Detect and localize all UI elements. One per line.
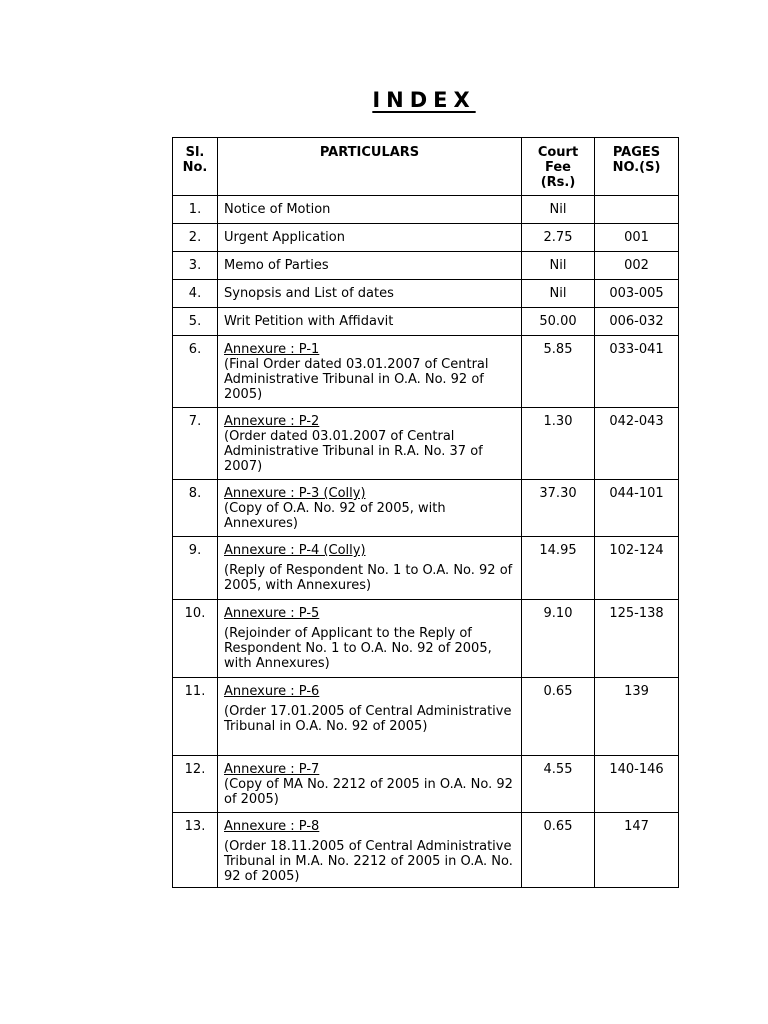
- serial-number: 11.: [173, 678, 218, 756]
- court-fee: Nil: [522, 196, 595, 224]
- table-row: [173, 252, 679, 280]
- annexure-description: (Order 18.11.2005 of Central Administrative Tribunal in M.A. No. 2212 of 2005 in O.A. No. 92 of 2005): [224, 839, 513, 884]
- table-row: [173, 224, 679, 252]
- annexure-title: Annexure : P-4 (Colly): [224, 543, 366, 558]
- particulars-cell: [218, 196, 522, 224]
- particulars-cell: [218, 224, 522, 252]
- page-numbers: 139: [595, 678, 679, 756]
- serial-number: 2.: [173, 224, 218, 252]
- annexure-description: (Order 17.01.2005 of Central Administrative Tribunal in O.A. No. 92 of 2005): [224, 704, 512, 734]
- particulars-text: Notice of Motion: [224, 202, 331, 217]
- document-title: [0, 88, 768, 112]
- particulars-cell: [218, 813, 522, 888]
- annexure-title: Annexure : P-8: [224, 819, 320, 834]
- court-fee: 14.95: [522, 537, 595, 600]
- court-fee: 1.30: [522, 408, 595, 480]
- header-pages: PAGES NO.(S): [595, 138, 679, 196]
- particulars-cell: [218, 336, 522, 408]
- page-numbers: 006-032: [595, 308, 679, 336]
- table-row: [173, 678, 679, 756]
- serial-number: 4.: [173, 280, 218, 308]
- serial-number: 5.: [173, 308, 218, 336]
- court-fee: 0.65: [522, 678, 595, 756]
- page-numbers: [595, 196, 679, 224]
- particulars-cell: [218, 537, 522, 600]
- table-row: [173, 408, 679, 480]
- page-numbers: 001: [595, 224, 679, 252]
- court-fee: 4.55: [522, 756, 595, 813]
- particulars-cell: [218, 756, 522, 813]
- annexure-description: (Copy of O.A. No. 92 of 2005, with Annexures): [224, 501, 446, 531]
- serial-number: 10.: [173, 600, 218, 678]
- serial-number: 13.: [173, 813, 218, 888]
- header-court-fee: Court Fee (Rs.): [522, 138, 595, 196]
- title-text: INDEX: [372, 88, 476, 112]
- table-row: [173, 813, 679, 888]
- annexure-title: Annexure : P-2: [224, 414, 320, 429]
- particulars-text: Memo of Parties: [224, 258, 329, 273]
- annexure-description: (Copy of MA No. 2212 of 2005 in O.A. No. 92 of 2005): [224, 777, 513, 807]
- court-fee: 50.00: [522, 308, 595, 336]
- serial-number: 8.: [173, 480, 218, 537]
- page-numbers: 042-043: [595, 408, 679, 480]
- table-row: [173, 756, 679, 813]
- annexure-title: Annexure : P-5: [224, 606, 320, 621]
- page-numbers: 044-101: [595, 480, 679, 537]
- table-row: [173, 308, 679, 336]
- table-header-row: [173, 138, 679, 196]
- index-table: [172, 137, 679, 888]
- table-row: [173, 336, 679, 408]
- table-row: [173, 537, 679, 600]
- page-numbers: 102-124: [595, 537, 679, 600]
- serial-number: 6.: [173, 336, 218, 408]
- annexure-title: Annexure : P-6: [224, 684, 320, 699]
- annexure-title: Annexure : P-1: [224, 342, 320, 357]
- annexure-description: (Order dated 03.01.2007 of Central Administrative Tribunal in R.A. No. 37 of 2007): [224, 429, 483, 474]
- table-row: [173, 280, 679, 308]
- table-row: [173, 480, 679, 537]
- court-fee: Nil: [522, 280, 595, 308]
- particulars-text: Writ Petition with Affidavit: [224, 314, 394, 329]
- serial-number: 1.: [173, 196, 218, 224]
- court-fee: 0.65: [522, 813, 595, 888]
- particulars-cell: [218, 678, 522, 756]
- annexure-description: (Final Order dated 03.01.2007 of Central Administrative Tribunal in O.A. No. 92 of 2005): [224, 357, 489, 402]
- court-fee: Nil: [522, 252, 595, 280]
- page-numbers: 003-005: [595, 280, 679, 308]
- page-numbers: 125-138: [595, 600, 679, 678]
- header-sl: Sl. No.: [173, 138, 218, 196]
- page-numbers: 033-041: [595, 336, 679, 408]
- annexure-description: (Reply of Respondent No. 1 to O.A. No. 92 of 2005, with Annexures): [224, 563, 513, 593]
- particulars-text: Synopsis and List of dates: [224, 286, 394, 301]
- particulars-cell: [218, 280, 522, 308]
- particulars-cell: [218, 308, 522, 336]
- court-fee: 9.10: [522, 600, 595, 678]
- serial-number: 7.: [173, 408, 218, 480]
- annexure-title: Annexure : P-7: [224, 762, 320, 777]
- particulars-cell: [218, 480, 522, 537]
- court-fee: 37.30: [522, 480, 595, 537]
- table-row: [173, 600, 679, 678]
- page-numbers: 140-146: [595, 756, 679, 813]
- court-fee: 5.85: [522, 336, 595, 408]
- page-numbers: 002: [595, 252, 679, 280]
- table-row: [173, 196, 679, 224]
- header-particulars: PARTICULARS: [218, 138, 522, 196]
- serial-number: 12.: [173, 756, 218, 813]
- particulars-cell: [218, 252, 522, 280]
- particulars-cell: [218, 600, 522, 678]
- annexure-description: (Rejoinder of Applicant to the Reply of Respondent No. 1 to O.A. No. 92 of 2005, with Annexures): [224, 626, 492, 671]
- particulars-cell: [218, 408, 522, 480]
- annexure-title: Annexure : P-3 (Colly): [224, 486, 366, 501]
- serial-number: 9.: [173, 537, 218, 600]
- court-fee: 2.75: [522, 224, 595, 252]
- serial-number: 3.: [173, 252, 218, 280]
- page-numbers: 147: [595, 813, 679, 888]
- particulars-text: Urgent Application: [224, 230, 345, 245]
